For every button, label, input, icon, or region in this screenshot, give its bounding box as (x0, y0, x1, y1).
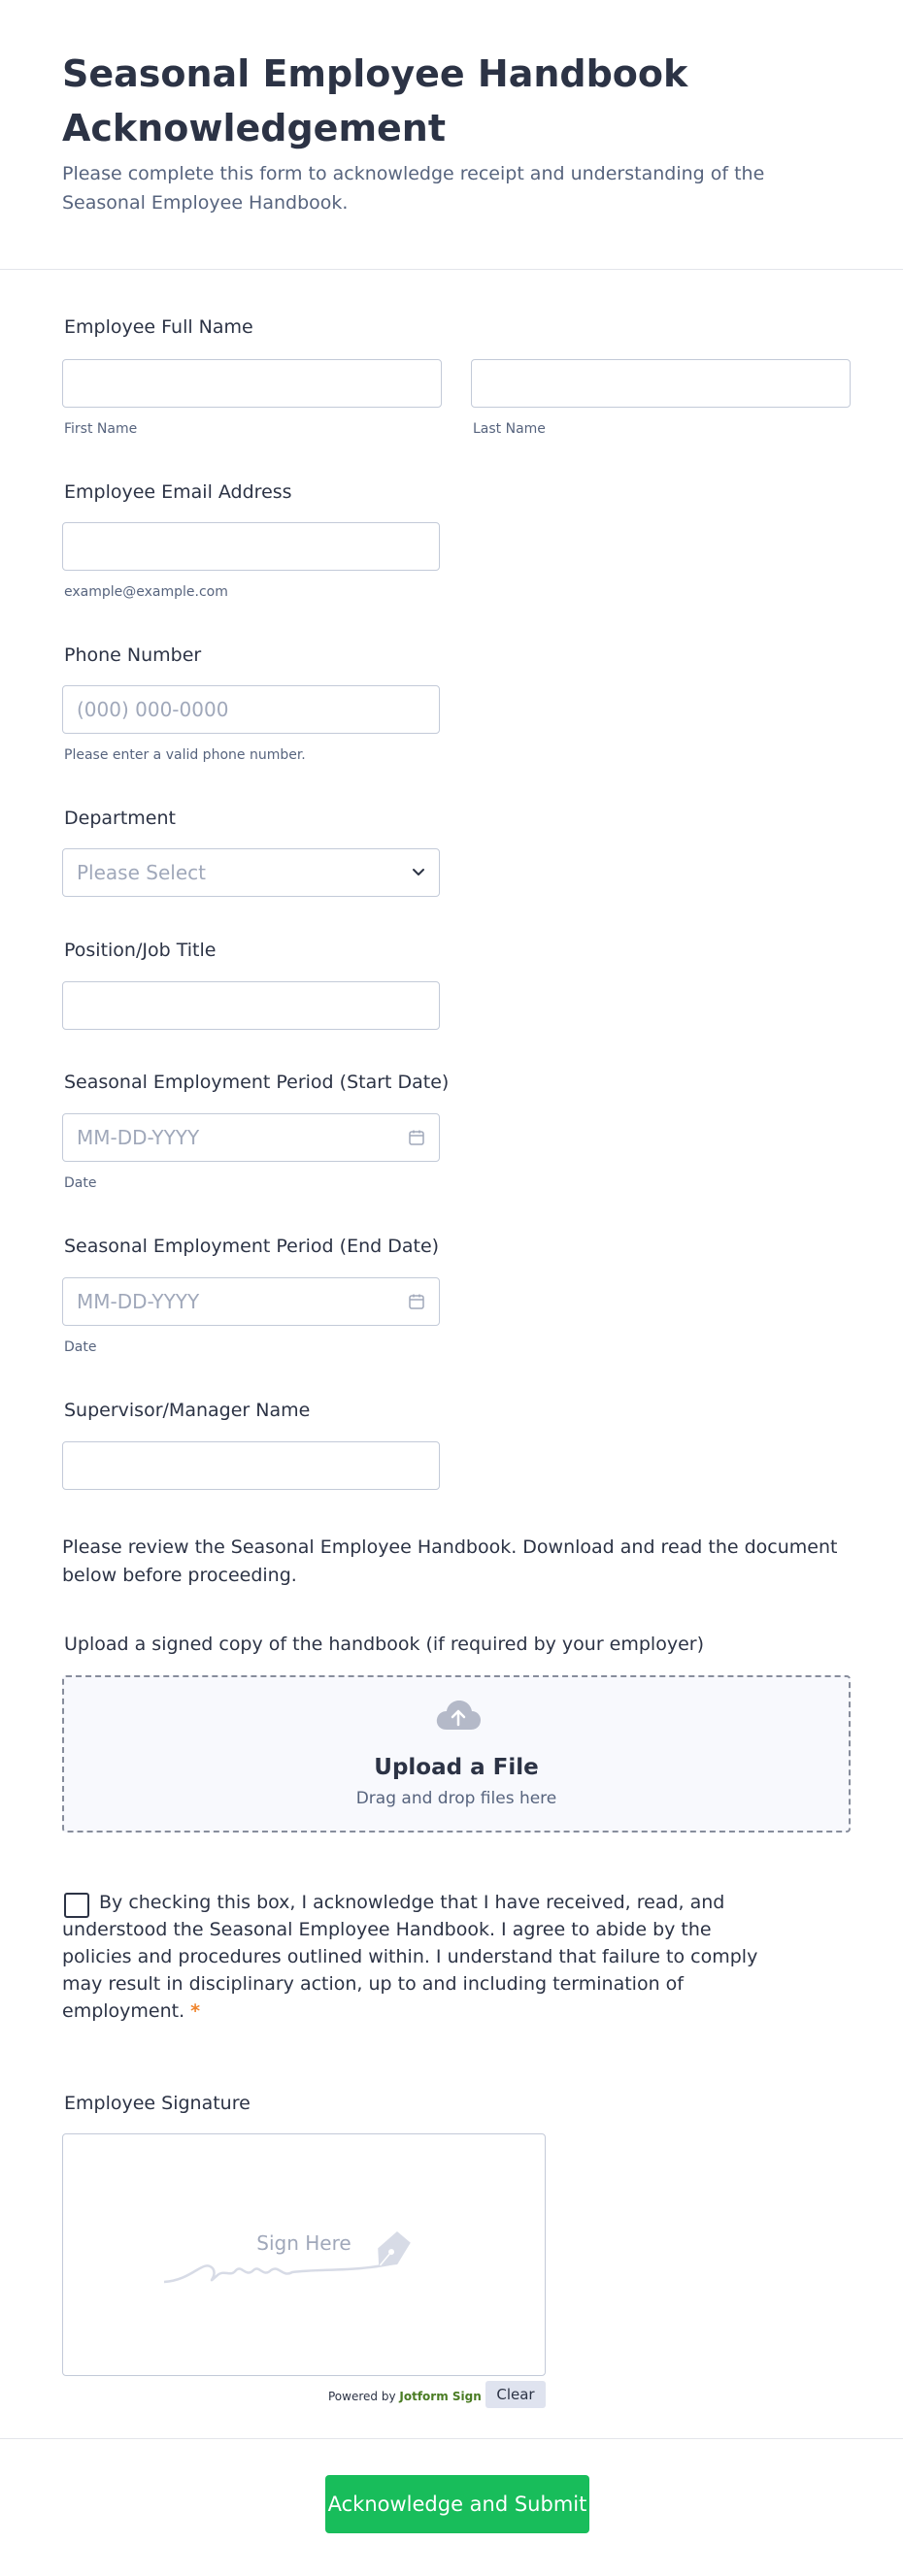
phone-input[interactable] (62, 685, 440, 734)
last-name-input[interactable] (471, 359, 851, 408)
consent-text-block (62, 1889, 761, 2025)
department-label: Department (64, 808, 176, 829)
position-label: Position/Job Title (64, 940, 217, 961)
sign-here-placeholder: Sign Here (256, 2231, 351, 2255)
clear-signature-button[interactable]: Clear (485, 2381, 546, 2408)
end-date-label: Seasonal Employment Period (End Date) (64, 1236, 440, 1257)
calendar-icon[interactable] (408, 1129, 425, 1146)
upload-title: Upload a File (374, 1755, 539, 1780)
powered-by-text (328, 2390, 482, 2403)
email-label: Employee Email Address (64, 481, 292, 503)
signature-label: Employee Signature (64, 2093, 251, 2114)
supervisor-input[interactable] (62, 1441, 440, 1490)
jotform-sign-brand[interactable]: Jotform Sign (399, 2390, 482, 2403)
page-subtitle: Please complete this form to acknowledge receipt and understanding of the Seasonal Employee Handbook. (62, 163, 765, 214)
file-upload-dropzone[interactable] (62, 1675, 851, 1833)
start-date-input[interactable] (62, 1113, 440, 1162)
first-name-input[interactable] (62, 359, 442, 408)
email-sublabel: example@example.com (64, 584, 228, 600)
signature-pad[interactable] (62, 2133, 546, 2376)
form-header (0, 0, 903, 270)
powered-prefix: Powered by (328, 2390, 396, 2403)
upload-subtitle: Drag and drop files here (355, 1789, 557, 1808)
chevron-down-icon (412, 868, 425, 877)
department-select[interactable] (62, 848, 440, 897)
end-date-sublabel: Date (64, 1339, 97, 1355)
submit-button[interactable]: Acknowledge and Submit (325, 2475, 589, 2533)
last-name-sublabel: Last Name (473, 421, 546, 437)
footer-divider (0, 2438, 903, 2439)
email-input[interactable] (62, 522, 440, 571)
phone-label: Phone Number (64, 644, 202, 666)
cloud-upload-icon (435, 1699, 482, 1735)
phone-sublabel: Please enter a valid phone number. (64, 747, 306, 763)
position-input[interactable] (62, 981, 440, 1030)
end-date-input[interactable] (62, 1277, 440, 1326)
start-date-label: Seasonal Employment Period (Start Date) (64, 1072, 450, 1093)
first-name-sublabel: First Name (64, 421, 138, 437)
start-date-sublabel: Date (64, 1175, 97, 1191)
supervisor-label: Supervisor/Manager Name (64, 1400, 311, 1421)
calendar-icon[interactable] (408, 1293, 425, 1310)
required-mark: * (190, 2000, 201, 2022)
consent-text: By checking this box, I acknowledge that I have received, read, and understood the Seasonal Employee Handbook. I agree to abide by the policies and procedures outlined within. I understand that failure to comply may result in disciplinary action, up to and including termination of employment. (62, 1892, 758, 2022)
page-title: Seasonal Employee Handbook Acknowledgement (62, 52, 688, 149)
start-date-placeholder: MM-DD-YYYY (77, 1126, 200, 1149)
full-name-label: Employee Full Name (64, 316, 253, 338)
upload-label: Upload a signed copy of the handbook (if required by your employer) (64, 1634, 704, 1655)
end-date-placeholder: MM-DD-YYYY (77, 1290, 200, 1313)
phone-placeholder: (000) 000-0000 (77, 698, 229, 721)
review-instructions: Please review the Seasonal Employee Handbook. Download and read the document below before proceeding. (62, 1536, 838, 1586)
department-selected-value: Please Select (77, 861, 206, 884)
